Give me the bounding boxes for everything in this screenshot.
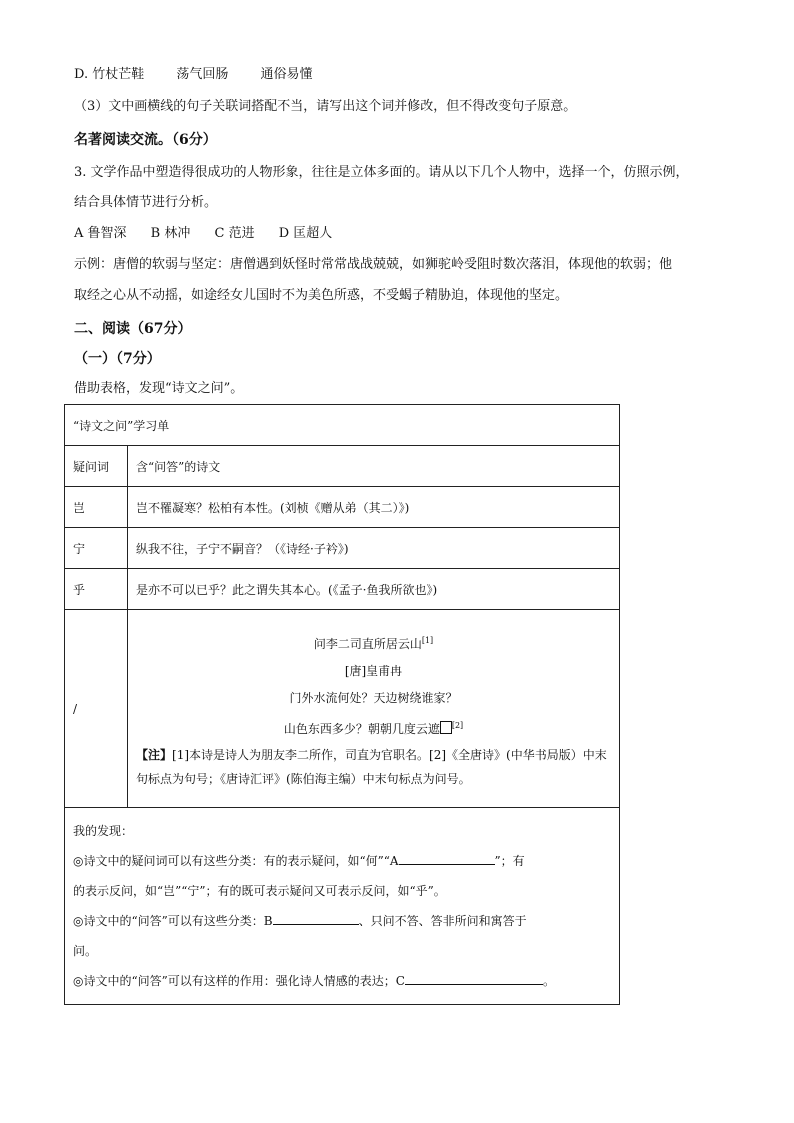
poem-line2: 山色东西多少？朝朝几度云遮 <box>283 721 440 736</box>
table-intro: 借助表格，发现“诗文之问”。 <box>74 381 244 396</box>
blank-b[interactable] <box>273 912 359 925</box>
finding-1-b: ”；有 <box>494 854 525 868</box>
blank-a[interactable] <box>399 852 495 865</box>
table-title-row <box>65 405 620 446</box>
table-title: “诗文之问”学习单 <box>65 405 620 446</box>
table-row <box>65 487 620 528</box>
finding-2-c: 问。 <box>73 944 98 958</box>
note-label: 【注】 <box>136 747 173 762</box>
header-poem-text: 含“问答”的诗文 <box>128 446 620 487</box>
example-line1: 示例：唐僧的软弱与坚定：唐僧遇到妖怪时常常战战兢兢，如狮驼岭受阻时数次落泪，体现他的软弱；他 <box>74 257 673 272</box>
section-reading-heading: 二、阅读（67分） <box>74 321 192 337</box>
section-mingzhu-heading: 名著阅读交流。（6分） <box>74 132 217 148</box>
finding-2-line1 <box>73 906 611 936</box>
choice-a: A 鲁智深 <box>74 226 127 241</box>
row-text: 岂不罹凝寒？松柏有本性。(刘桢《赠从弟（其二）》) <box>128 487 620 528</box>
lit-question-line2: 结合具体情节进行分析。 <box>74 195 218 210</box>
finding-3-line <box>73 966 611 996</box>
example-line2: 取经之心从不动摇，如途经女儿国时不为美色所惑，不受蝎子精胁迫，体现他的坚定。 <box>74 288 569 303</box>
table-header-row <box>65 446 620 487</box>
option-d-item2: 荡气回肠 <box>176 67 229 82</box>
header-question-word: 疑问词 <box>65 446 128 487</box>
finding-3-b: 。 <box>542 974 555 988</box>
poem-line2-footnote: [2] <box>451 720 464 730</box>
poem-row <box>65 610 620 808</box>
poem-line2-wrap <box>136 712 611 743</box>
table-row <box>65 569 620 610</box>
choice-b: B 林冲 <box>150 226 191 241</box>
row-word: 宁 <box>65 528 128 569</box>
study-sheet-table <box>64 404 620 1005</box>
row-word: 岂 <box>65 487 128 528</box>
poem-title: 问李二司直所居云山 <box>313 636 422 651</box>
punctuation-box-icon <box>440 721 452 734</box>
poem-title-footnote: [1] <box>421 635 434 645</box>
choice-c: C 范进 <box>214 226 255 241</box>
character-choices <box>74 225 332 243</box>
row-word: 乎 <box>65 569 128 610</box>
option-d-line <box>74 66 313 84</box>
row-text: 纵我不往，子宁不嗣音？（《诗经·子衿》) <box>128 528 620 569</box>
question-3-text: （3）文中画横线的句子关联词搭配不当，请写出这个词并修改，但不得改变句子原意。 <box>74 99 577 114</box>
part-one-heading: （一）（7分） <box>74 351 161 367</box>
lit-question-line1: 3. 文学作品中塑造得很成功的人物形象，往往是立体多面的。请从以下几个人物中，选择一个，仿照示例， <box>74 165 689 180</box>
option-d-item3: 通俗易懂 <box>260 67 313 82</box>
finding-2-b: 、只问不答、答非所问和寓答于 <box>358 914 527 928</box>
finding-3-a: ◎诗文中的“问答”可以有这样的作用：强化诗人情感的表达；C <box>73 974 405 988</box>
finding-1-c: 的表示反问，如“岂”“宁”；有的既可表示疑问又可表示反问，如“乎”。 <box>73 884 446 898</box>
finding-2-a: ◎诗文中的“问答”可以有这些分类：B <box>73 914 273 928</box>
findings-cell <box>65 808 620 1005</box>
blank-c[interactable] <box>405 972 543 985</box>
poem-author: [唐]皇甫冉 <box>344 663 403 678</box>
poem-note <box>136 743 611 791</box>
poem-cell <box>128 610 620 808</box>
findings-row <box>65 808 620 1005</box>
findings-heading: 我的发现： <box>73 824 134 838</box>
option-d-label: D. 竹杖芒鞋 <box>74 67 145 82</box>
poem-row-word: / <box>65 610 128 808</box>
poem-title-line <box>136 627 611 658</box>
choice-d: D 匡超人 <box>278 226 333 241</box>
finding-1-a: ◎诗文中的疑问词可以有这些分类：有的表示疑问，如“何”“A <box>73 854 399 868</box>
finding-1-line1 <box>73 846 611 876</box>
row-text: 是亦不可以已乎？此之谓失其本心。(《孟子·鱼我所欲也》) <box>128 569 620 610</box>
note-text: [1]本诗是诗人为朋友李二所作，司直为官职名。[2]《全唐诗》(中华书局版）中末句标点为句号；《唐诗汇评》(陈伯海主编）中末句标点为问号。 <box>136 747 607 786</box>
table-row <box>65 528 620 569</box>
poem-line1: 门外水流何处？天边树绕谁家？ <box>289 690 458 705</box>
